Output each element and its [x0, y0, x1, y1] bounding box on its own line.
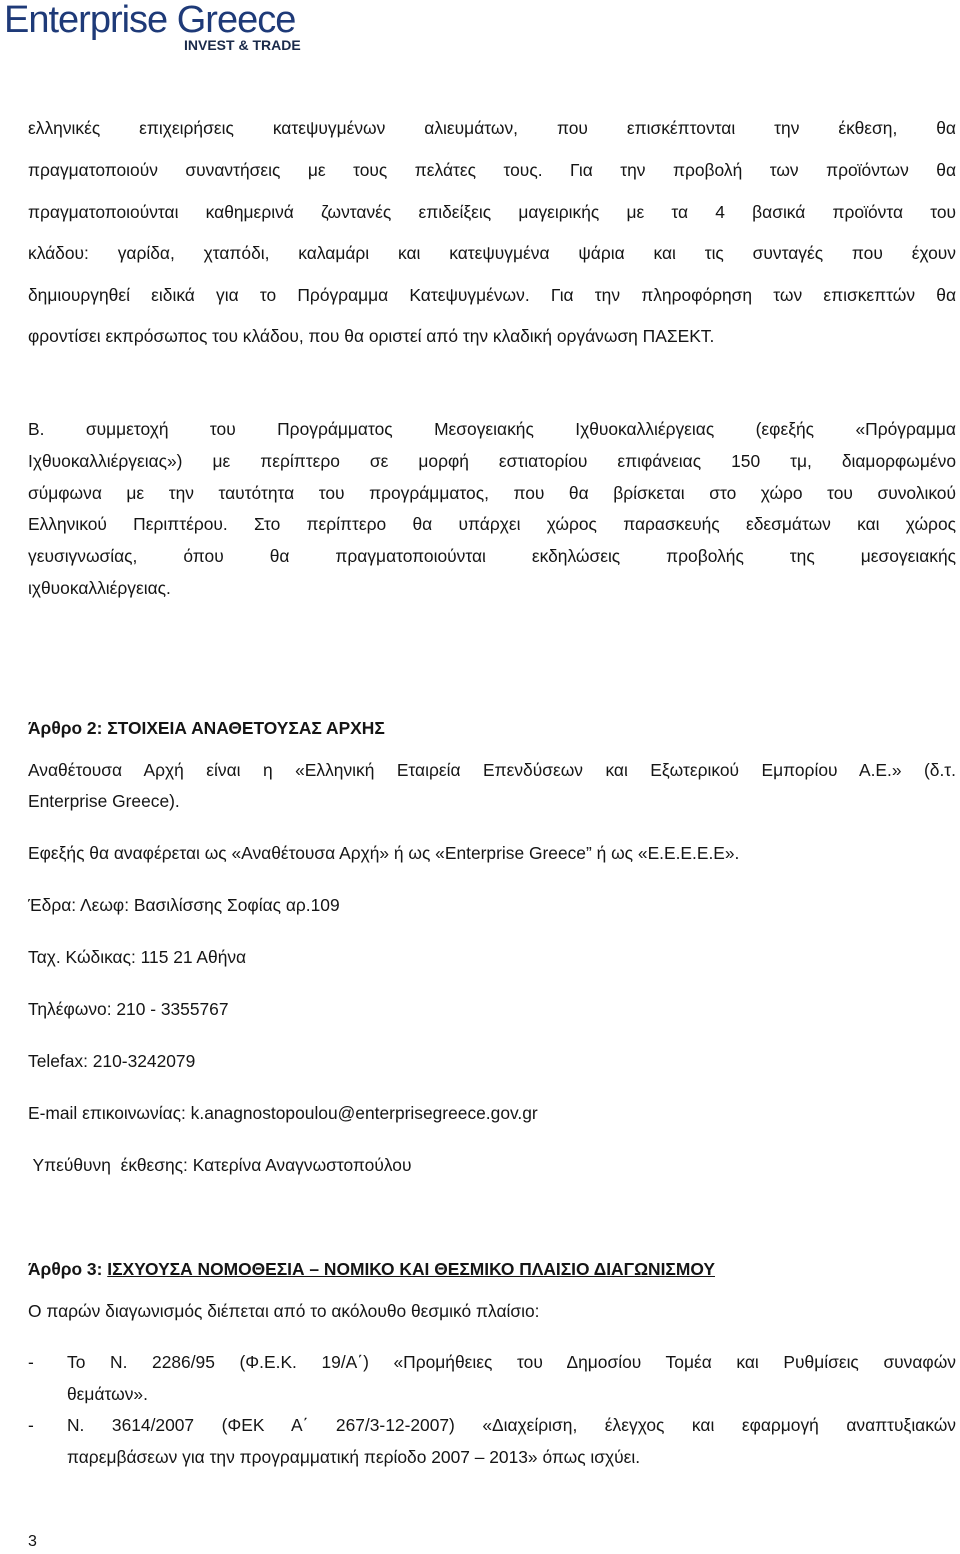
list-item: Ν. 3614/2007 (ΦΕΚ Α΄ 267/3-12-2007) «Διαχείριση, έλεγχος και εφαρμογή αναπτυξιακών	[67, 1415, 956, 1435]
article2-line: Αναθέτουσα Αρχή είναι η «Ελληνική Εταιρεία Επενδύσεων και Εξωτερικού Εμπορίου Α.Ε.» (δ.τ.	[28, 760, 956, 780]
fax: Telefax: 210-3242079	[28, 1051, 196, 1071]
responsible-person: Υπεύθυνη έκθεσης: Κατερίνα Αναγνωστοπούλου	[28, 1155, 412, 1175]
list-item: θεμάτων».	[67, 1384, 148, 1404]
para2-line: σύμφωνα με την ταυτότητα του προγράμματος, που θα βρίσκεται στο χώρο του συνολικού	[28, 483, 956, 503]
para2-line: Ελληνικού Περιπτέρου. Στο περίπτερο θα υπάρχει χώρος παρασκευής εδεσμάτων και χώρος	[28, 514, 956, 534]
para1-line: πραγματοποιούνται καθημερινά ζωντανές επιδείξεις μαγειρικής με τα 4 βασικά προϊόντα του	[28, 202, 956, 222]
list-item: Το Ν. 2286/95 (Φ.Ε.Κ. 19/Α΄) «Προμήθειες του Δημοσίου Τομέα και Ρυθμίσεις συναφών	[67, 1352, 956, 1372]
para1-line: πραγματοποιούν συναντήσεις με τους πελάτες τους. Για την προβολή των προϊόντων θα	[28, 160, 956, 180]
para2-line: Β. συμμετοχή του Προγράμματος Μεσογειακής Ιχθυοκαλλιέργειας (εφεξής «Πρόγραμμα	[28, 419, 956, 439]
article3-heading-title: ΙΣΧΥΟΥΣΑ ΝΟΜΟΘΕΣΙΑ – ΝΟΜΙΚΟ ΚΑΙ ΘΕΣΜΙΚΟ ΠΛΑΙΣΙΟ ΔΙΑΓΩΝΙΣΜΟΥ	[107, 1259, 715, 1279]
email: E-mail επικοινωνίας: k.anagnostopoulou@enterprisegreece.gov.gr	[28, 1103, 538, 1123]
article3-intro: Ο παρών διαγωνισμός διέπεται από το ακόλουθο θεσμικό πλαίσιο:	[28, 1301, 540, 1321]
para1-line: ελληνικές επιχειρήσεις κατεψυγμένων αλιευμάτων, που επισκέπτονται την έκθεση, θα	[28, 118, 956, 138]
logo-sub-text: INVEST & TRADE	[184, 37, 301, 53]
bullet-marker: -	[28, 1415, 34, 1435]
article2-heading: Άρθρο 2: ΣΤΟΙΧΕΙΑ ΑΝΑΘΕΤΟΥΣΑΣ ΑΡΧΗΣ	[28, 718, 385, 738]
list-item: παρεμβάσεων για την προγραμματική περίοδο 2007 – 2013» όπως ισχύει.	[67, 1447, 641, 1467]
para1-line: δημιουργηθεί ειδικά για το Πρόγραμμα Κατεψυγμένων. Για την πληροφόρηση των επισκεπτών θα	[28, 285, 956, 305]
para2-line: ιχθυοκαλλιέργειας.	[28, 578, 171, 598]
article2-line: Εφεξής θα αναφέρεται ως «Αναθέτουσα Αρχή» ή ως «Enterprise Greece” ή ως «Ε.Ε.Ε.Ε.Ε».	[28, 843, 740, 863]
article2-line: Enterprise Greece).	[28, 791, 180, 811]
para1-line: κλάδου: γαρίδα, χταπόδι, καλαμάρι και κατεψυγμένα ψάρια και τις συνταγές που έχουν	[28, 243, 956, 263]
para1-line: φροντίσει εκπρόσωπος του κλάδου, που θα οριστεί από την κλαδική οργάνωση ΠΑΣΕΚΤ.	[28, 326, 715, 346]
para2-line: Ιχθυοκαλλιέργειας») με περίπτερο σε μορφή εστιατορίου επιφάνειας 150 τμ, διαμορφωμένο	[28, 451, 956, 471]
para2-line: γευσιγνωσίας, όπου θα πραγματοποιούνται εκδηλώσεις προβολής της μεσογειακής	[28, 546, 956, 566]
article3-heading-label: Άρθρο 3:	[28, 1259, 108, 1279]
page-number: 3	[28, 1533, 37, 1550]
address: Έδρα: Λεωφ: Βασιλίσσης Σοφίας αρ.109	[28, 895, 340, 915]
logo-main-text: Enterprise Greece	[4, 0, 296, 41]
phone: Τηλέφωνο: 210 - 3355767	[28, 999, 229, 1019]
article3-heading	[28, 1259, 956, 1280]
bullet-marker: -	[28, 1352, 34, 1372]
postal-code: Ταχ. Κώδικας: 115 21 Αθήνα	[28, 947, 247, 967]
enterprise-greece-logo	[4, 0, 324, 60]
